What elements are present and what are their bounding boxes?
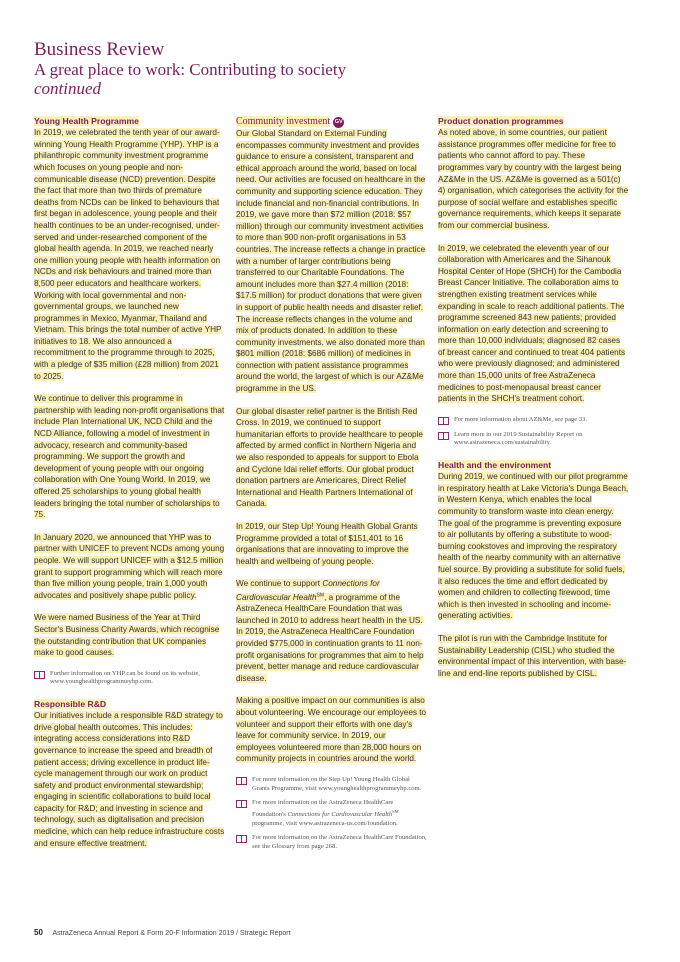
community-paragraph-4: We continue to support Connections for Cardiovascular Health℠, a programme of the AstraZeneca HealthCare Foundation that was launched in 2010 to address heart health in the US. In 2019, the AstraZeneca HealthCare Foundation provided $775,000 in continuation grants to 11 non-profit organisations for programmes that aim to help prevent, better manage and reduce cardiovascular disease. [236,579,424,683]
heading-product-donation: Product donation programmes [438,116,564,126]
book-icon [236,835,247,843]
book-icon [438,432,449,440]
page-title: A great place to work: Contributing to society [34,60,347,79]
page-number: 50 [34,928,43,937]
heading-community-investment: Community investment GV [236,116,343,127]
health-environment-paragraph-1: During 2019, we continued with our pilot programme in respiratory health at Lake Victoria's Dunga Beach, in Western Kenya, which enables the local community to transform waste into clean energy. The goal of the programme is preventing exposure to air pollutants by offering a substitute to wood-burning cookstoves and improving the respiratory health of the nearby community with an alternative fuel source. By providing a substitute for solid fuels, it also reduces the time and effort dedicated by women and children to collecting firewood, time which is then invested in schooling and income-generating activities. [438,472,629,621]
heading-responsible-rd: Responsible R&D [34,698,107,709]
yhp-paragraph-1: In 2019, we celebrated the tenth year of our award-winning Young Health Programme (YHP). YHP is a philanthropic community investment programme which focuses on young people and non-communicable disease (NCD) prevention. Despite the fact that more than two thirds of premature deaths from NCDs can be linked to behaviours that first began in adolescence, young people and their health continues to be an under-recognised, under-served and under-researched component of the global health agenda. In 2019, we reached nearly one million young people with health information on NCDs and risk behaviours and trained more than 8,500 peer educators and healthcare workers. Working with local governmental and non-governmental groups, we launched new programmes in Mexico, Myanmar, Thailand and Vietnam. This brings the total number of active YHP initiatives to 18. We also announced a recommitment to the programme through to 2025, with a pledge of $35 million (£28 million) from 2021 to 2025. [34,128,222,381]
sustainability-report-note[interactable]: Learn more in our 2019 Sustainability Report on www.astrazeneca.com/sustainability. [438,431,629,448]
cardiovascular-note[interactable]: For more information on the AstraZeneca HealthCare Foundation's Connections for Cardiovascular Health℠ programme, visit www.astrazeneca-us.com/foundation. [236,799,427,828]
book-icon [236,777,247,785]
book-icon [438,417,449,425]
foundation-glossary-note[interactable]: For more information on the AstraZeneca HealthCare Foundation, see the Glossary from page 268. [236,834,427,851]
product-donation-paragraph-2: In 2019, we celebrated the eleventh year of our collaboration with Americares and the Sihanouk Hospital Center of Hope (SHCH) for the Cambodia Breast Cancer Initiative. The collaboration aims to strengthen existing treatment services while expanding in scale to reach additional patients. The programme screened 843 new patients; provided information on early detection and screening to more than 10,000 individuals; diagnosed 82 cases of breast cancer and continued to treat 404 patients who were previously diagnosed; and administered more than 15,000 units of free AstraZeneca medicines to post-menopausal breast cancer patients in the SHCH's treatment cohort. [438,243,626,404]
community-paragraph-5: Making a positive impact on our communities is also about volunteering. We encourage our employees to volunteer and support their efforts with one day's leave for community service. In 2019, our employees volunteered more than 28,000 hours on community projects in countries around the world. [236,696,427,764]
column-1 [34,116,225,860]
section-title: Business Review [34,39,165,60]
page-header [34,40,634,98]
step-up-note[interactable]: For more information on the Step Up! Young Health Global Grants Programme, visit www.younghealthprogrammeyhp.com. [236,776,427,793]
azme-note[interactable]: For more information about AZ&Me, see page 33. [438,416,629,425]
column-2 [236,116,427,857]
responsible-rd-paragraph: Our initiatives include a responsible R&D strategy to drive global health outcomes. This includes: integrating access considerations into R&D governance to increase the speed and breadth of patient access; driving excellence in product life-cycle management through our work on product safety and product environmental stewardship; engaging in scientific collaborations to build local capacity for R&D; and investing in science and technology, such as digitalisation and precision medicine, which can help reduce infrastructure costs and ensure effective treatment. [34,711,225,848]
column-3 [438,116,629,690]
yhp-paragraph-3: In January 2020, we announced that YHP was to partner with UNICEF to prevent NCDs among young people. We will support UNICEF with a $12.5 million grant to support programming which will reach more than five million young people, train 1,000 youth advocates and positively shape public policy. [34,532,225,600]
page-footer [34,928,291,937]
health-environment-paragraph-2: The pilot is run with the Cambridge Institute for Sustainability Leadership (CISL) who studied the environmental impact of this intervention, with base-line and end-line reports published by CISL. [438,633,627,678]
community-paragraph-2: Our global disaster relief partner is the British Red Cross. In 2019, we continued to support humanitarian efforts to provide healthcare to people affected by armed conflict in Northern Nigeria and we also responded to appeals for support to Ebola and Cyclone Idai relief efforts. Our global product donation partners are Americares, Direct Relief International and Health Partners International of Canada. [236,406,423,509]
product-donation-paragraph-1: As noted above, in some countries, our patient assistance programmes offer medicine for free to patients who cannot afford to pay. These programmes vary by country with the largest being AZ&Me in the US. AZ&Me is governed as a 501(c) 4) organisation, which categorises the activity for the purpose of social welfare and establishes specific governance requirements, which keeps it separate from our commercial business. [438,128,629,230]
heading-young-health-programme: Young Health Programme [34,116,139,126]
gv-badge-icon: GV [333,117,344,128]
book-icon [34,671,45,679]
footer-text: AstraZeneca Annual Report & Form 20-F Information 2019 / Strategic Report [52,930,291,937]
page-title-continued: continued [34,79,102,98]
book-icon [236,800,247,808]
yhp-paragraph-4: We were named Business of the Year at Third Sector's Business Charity Awards, which recognise the outstanding contribution that UK companies make to good causes. [34,613,220,658]
yhp-paragraph-2: We continue to deliver this programme in partnership with leading non-profit organisations that include Plan International UK, NCD Child and the NCD Alliance, following a model of investment in advocacy, research and community-based programming. We support the growth and development of young people with our ongoing collaboration with One Young World. In 2019, we offered 25 scholarships to young global health leaders bringing the total number of scholarships to 75. [34,394,225,520]
community-paragraph-3: In 2019, our Step Up! Young Health Global Grants Programme provided a total of $151,401 to 16 organisations that are innovating to improve the health and wellbeing of young people. [236,522,418,566]
heading-health-environment: Health and the environment [438,460,552,471]
community-paragraph-1: Our Global Standard on External Funding encompasses community investment and provides guidance to ensure a consistent, transparent and ethical approach around the world, based on local need. Our activities are focused on healthcare in the community and supporting science education. They include financial and non-financial contributions. In 2019, we gave more than $72 million (2018: $57 million) through our community investment activities to more than 900 non-profit organisations in 53 countries. The increase reflects a change in practice with a number of larger contributions being transferred to our Charitable Foundations. The amount includes more than $27.4 million (2018: $17.5 million) for product donations that were given in support of public health needs and disaster relief. The increase reflects changes in the volume and mix of products donated. In addition to these community investments, we also donated more than $801 million (2018: $686 million) of medicines in connection with patient assistance programmes around the world, the largest of which is our AZ&Me programme in the US. [236,129,426,394]
yhp-website-note[interactable]: Further information on YHP can be found on its website, www.younghealthprogrammeyhp.com. [34,670,225,687]
